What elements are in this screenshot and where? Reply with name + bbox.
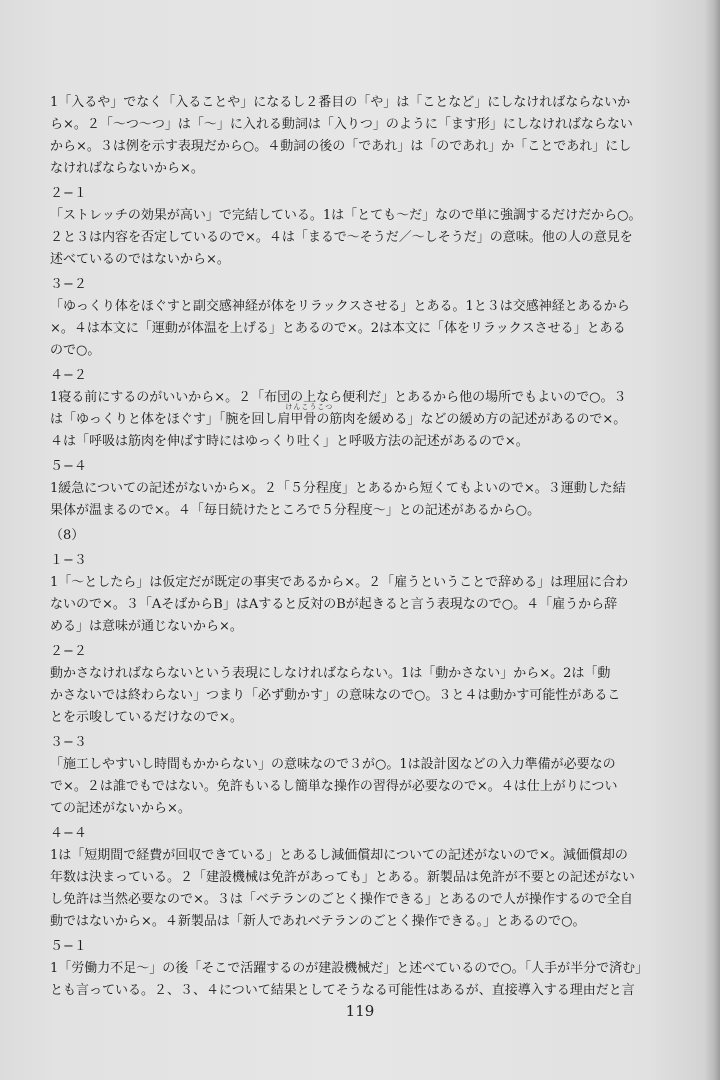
explanation-text	[50, 478, 630, 522]
explanation-line: ×。４は本文に「運動が体温を上げる」とあるので×。2は本文に「体をリラックスさせる」とある	[50, 321, 626, 336]
explanation-line: から×。３は例を示す表現だから○。４動詞の後の「であれ」は「のであれ」か「ことであれ」にし	[50, 139, 632, 154]
answer-entry	[50, 550, 630, 638]
explanation-line: める」は意味が通じないから×。	[50, 619, 243, 634]
explanation-line: かさないでは終わらない」つまり「必ず動かす」の意味なので○。３と４は動かす可能性があるこ	[50, 688, 621, 703]
explanation-text	[50, 572, 630, 638]
question-number: ５−４	[50, 459, 87, 474]
explanation-line: 1緩急についての記述がないから×。２「５分程度」とあるから短くてもよいので×。３運動した結	[50, 481, 626, 496]
explanation-line: 果体が温まるので×。４「毎日続けたところで５分程度〜」との記述があるから○。	[50, 503, 541, 518]
explanation-text	[50, 754, 630, 820]
answer-entry	[50, 92, 633, 180]
explanation-line: 1は「短期間で経費が回収できている」とあるし減価償却についての記述がないので×。減価償却の	[50, 848, 628, 863]
explanation-text	[50, 205, 642, 271]
answer-entry	[50, 823, 635, 933]
explanation-line: 「施工しやすいし時間もかからない」の意味なので３が○。1は設計図などの入力準備が必要なの	[50, 757, 616, 772]
answer-explanations	[50, 92, 649, 1002]
explanation-line: 1「労働力不足〜」の後「そこで活躍するのが建設機械だ」と述べているので○。「人手が半分で済む」	[50, 961, 649, 976]
answer-entry	[50, 365, 630, 453]
explanation-line: し免許は当然必要なので×。３は「ベテランのごとく操作できる」とあるので人が操作するので全自	[50, 892, 633, 907]
explanation-line: なければならないから×。	[50, 161, 204, 176]
explanation-line: 動かさなければならないという表現にしなければならない。1は「動かさない」から×。2は「動	[50, 666, 611, 681]
explanation-line: 「ゆっくり体をほぐすと副交感神経が体をリラックスさせる」とある。1と３は交感神経とあるから	[50, 299, 630, 314]
explanation-text	[50, 958, 649, 1002]
question-number: ４−４	[50, 826, 87, 841]
explanation-line: は「ゆっくりと体をほぐす」「腕を回し けんこうこつ 肩甲骨の筋肉を緩める」などの緩め方の記述があるので×。	[50, 403, 627, 427]
question-number: ３−２	[50, 277, 87, 292]
explanation-text	[50, 387, 630, 453]
explanation-line: ら×。２「〜つ〜つ」は「〜」に入れる動詞は「入りつ」のように「ます形」にしなければならない	[50, 117, 633, 132]
question-number: ２−１	[50, 186, 87, 201]
explanation-line: ２と３は内容を否定しているので×。４は「まるで〜そうだ／〜しそうだ」の意味。他の人の意見を	[50, 230, 633, 245]
explanation-line: で×。２は誰でもではない。免許もいるし簡単な操作の習得が必要なので×。４は仕上がりについ	[50, 779, 618, 794]
answer-entry	[50, 456, 630, 522]
explanation-line: ので○。	[50, 343, 101, 358]
page-number: 119	[345, 1002, 375, 1020]
question-number: １−３	[50, 553, 87, 568]
explanation-line: 1寝る前にするのがいいから×。２「布団の上なら便利だ」とあるから他の場所でもよいので○。３	[50, 390, 627, 405]
answer-entry	[50, 732, 630, 820]
question-number: ２−２	[50, 644, 87, 659]
explanation-line: とを示唆しているだけなので×。	[50, 710, 243, 725]
explanation-text	[50, 296, 630, 362]
answer-entry	[50, 641, 630, 729]
explanation-text	[50, 663, 630, 729]
explanation-line: ての記述がないから×。	[50, 801, 191, 816]
explanation-line: とも言っている。２、３、４について結果としてそうなる可能性はあるが、直接導入する理由だと言	[50, 983, 635, 998]
explanation-line: 述べているのではないから×。	[50, 252, 230, 267]
explanation-line: 1「入るや」でなく「入ることや」になるし２番目の「や」は「ことなど」にしなければならないか	[50, 95, 631, 110]
question-number: ３−３	[50, 735, 87, 750]
answer-entry	[50, 525, 630, 547]
question-number: （8）	[50, 528, 85, 543]
explanation-line: 年数は決まっている。２「建設機械は免許があっても」とある。新製品は免許が不要との記述がない	[50, 870, 635, 885]
explanation-line: ４は「呼吸は筋肉を伸ばす時にはゆっくり吐く」と呼吸方法の記述があるので×。	[50, 434, 529, 449]
explanation-text	[50, 92, 633, 180]
question-number: ４−２	[50, 368, 87, 383]
explanation-line: 動ではないから×。４新製品は「新人であれベテランのごとく操作できる。」とあるので○。	[50, 914, 586, 929]
explanation-line: ないので×。３「AそばからB」はAすると反対のBが起きると言う表現なので○。４「雇うから辞	[50, 597, 618, 612]
page-spine-shadow	[704, 0, 720, 1080]
answer-entry	[50, 183, 642, 271]
explanation-line: 「ストレッチの効果が高い」で完結している。1は「とても〜だ」なので単に強調するだけだから○。	[50, 208, 642, 223]
furigana: けんこうこつ	[285, 403, 334, 411]
question-number: ５−１	[50, 939, 87, 954]
answer-entry	[50, 936, 649, 1002]
explanation-line: 1「〜としたら」は仮定だが既定の事実であるから×。２「雇うということで辞める」は理屈に合わ	[50, 575, 629, 590]
ruby-word: けんこうこつ 肩甲骨	[277, 403, 334, 427]
explanation-text	[50, 845, 635, 933]
answer-entry	[50, 274, 630, 362]
